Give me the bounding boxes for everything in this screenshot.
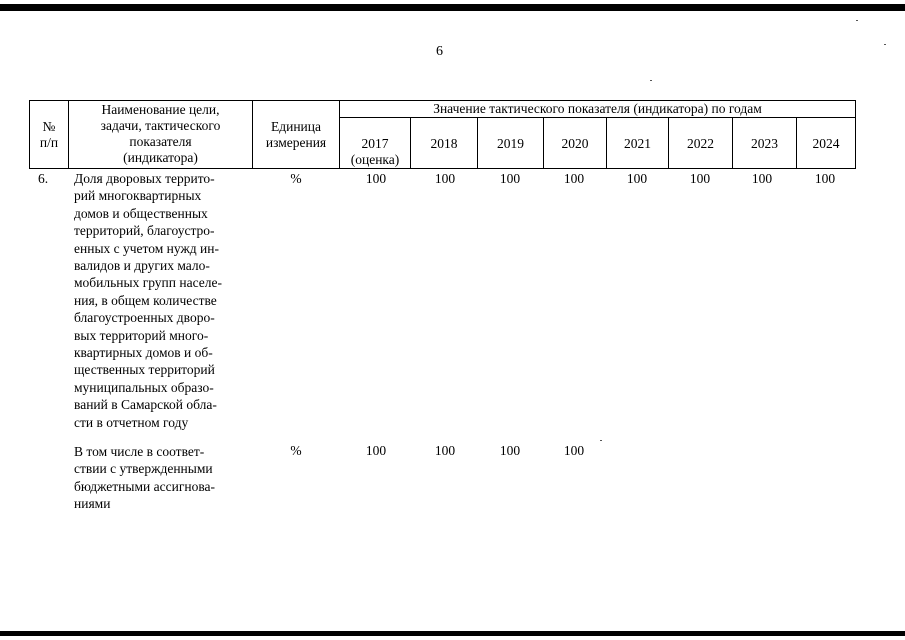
row-name-line: енных с учетом нужд ин- <box>74 240 219 256</box>
row-name-line: В том числе в соответ- <box>74 444 205 459</box>
header-year: 2018 <box>430 136 458 151</box>
scan-border-bottom <box>0 631 905 636</box>
row-name-line: вых территорий много- <box>74 327 209 343</box>
row-name-line: квартирных домов и об- <box>74 345 213 361</box>
header-year: 2022 <box>687 136 714 151</box>
row-value: 100 <box>626 171 648 186</box>
header-year: 2019 <box>497 136 524 151</box>
row-value: 100 <box>563 443 585 458</box>
row-value: 100 <box>689 171 711 186</box>
row-value: 100 <box>365 171 387 186</box>
row-name-line: бюджетными ассигнова- <box>74 478 216 494</box>
row-name-line: ваний в Самарской обла- <box>74 397 217 413</box>
header-years-group: Значение тактического показателя (индикатора) по годам <box>433 101 762 116</box>
scan-speck <box>856 20 858 21</box>
row-value: 100 <box>563 171 585 186</box>
row-name-line: Доля дворовых террито- <box>74 171 215 186</box>
scan-speck <box>650 80 652 81</box>
row-name-line: муниципальных образо- <box>74 379 214 395</box>
row-name-line: рий многоквартирных <box>74 188 202 204</box>
row-name-line: территорий, благоустро- <box>74 223 215 239</box>
page-number: 6 <box>436 44 443 59</box>
row-name-line: мобильных групп населе- <box>74 275 222 291</box>
header-unit: Единица измерения <box>265 119 327 150</box>
row-name-line: благоустроенных дворо- <box>74 310 215 326</box>
row-unit: % <box>290 171 302 186</box>
header-year: 2024 <box>812 136 840 151</box>
row-value: 100 <box>751 171 773 186</box>
row-value: 100 <box>365 443 387 458</box>
header-name: Наименование цели, задачи, тактического показателя (индикатора) <box>100 102 221 165</box>
row-name-line: ниями <box>74 496 111 512</box>
row-num: 6. <box>37 171 49 186</box>
row-name-line: сти в отчетном году <box>74 414 189 430</box>
row-name-line: ния, в общем количестве <box>74 292 217 308</box>
header-year: 2020 <box>561 136 589 151</box>
scan-border-top <box>0 4 905 11</box>
row-value: 100 <box>434 443 456 458</box>
row-name <box>74 443 246 513</box>
row-unit: % <box>290 443 302 458</box>
row-name <box>74 170 246 431</box>
row-name-line: валидов и других мало- <box>74 258 210 274</box>
row-name-line: ствии с утвержденными <box>74 461 213 477</box>
scan-speck <box>600 440 602 441</box>
header-year: 2023 <box>751 136 778 151</box>
header-year: 2017 (оценка) <box>350 136 400 167</box>
header-year: 2021 <box>624 136 651 151</box>
row-value: 100 <box>499 171 521 186</box>
row-value: 100 <box>499 443 521 458</box>
scan-speck <box>884 44 886 45</box>
row-value: 100 <box>434 171 456 186</box>
row-value: 100 <box>814 171 836 186</box>
row-name-line: щественных территорий <box>74 362 215 378</box>
header-num: № п/п <box>39 119 59 150</box>
row-name-line: домов и общественных <box>74 205 208 221</box>
